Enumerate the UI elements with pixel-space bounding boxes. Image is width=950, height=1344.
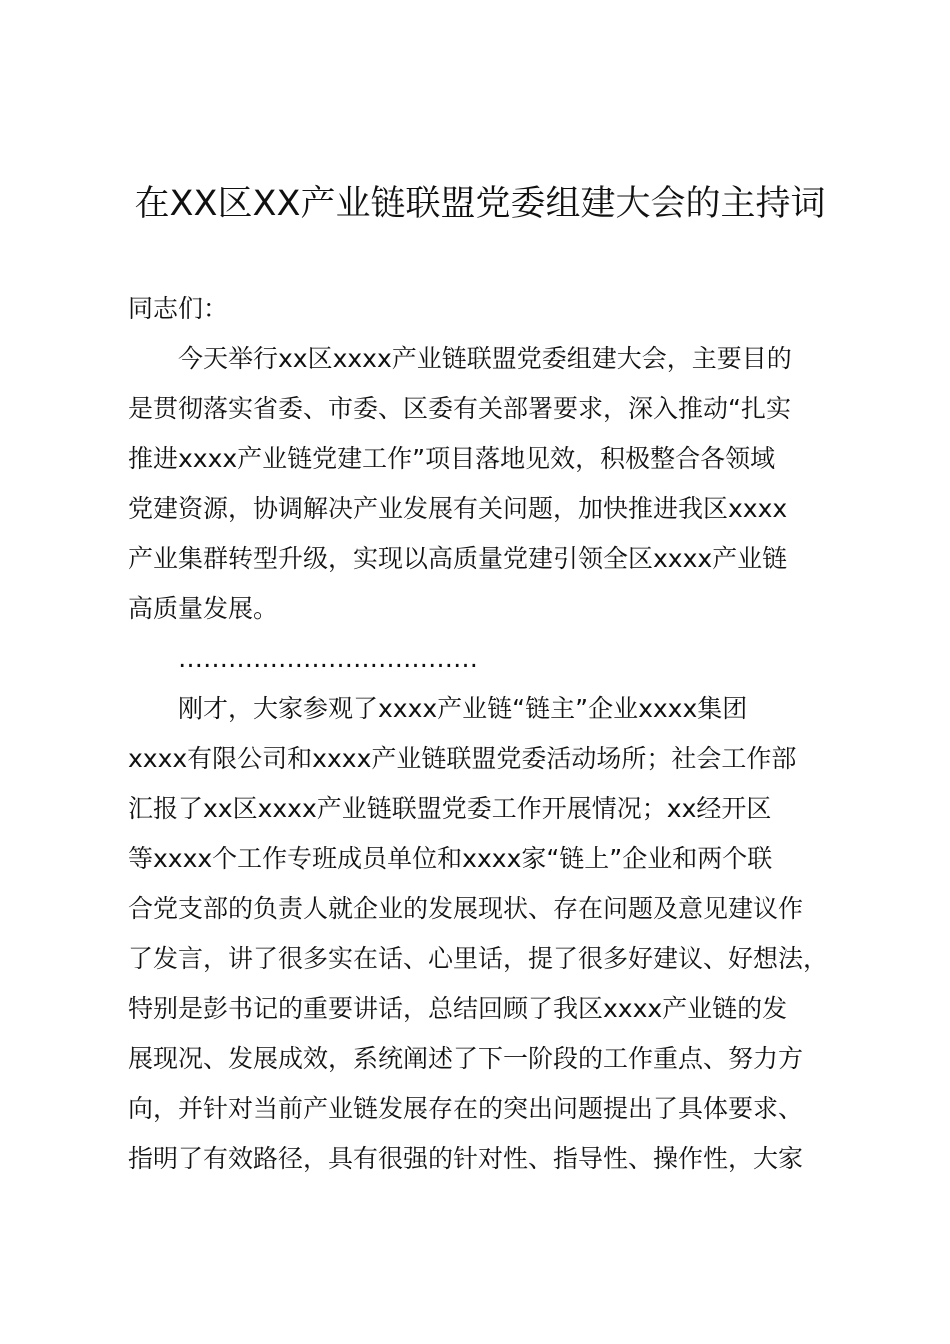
- ellipsis-line: ………………………………: [178, 644, 478, 673]
- document-title: 在XX区XX产业链联盟党委组建大会的主持词: [134, 184, 826, 224]
- paragraph-line: 推进xxxx产业链党建工作”项目落地见效，积极整合各领域: [128, 444, 776, 473]
- paragraph-line: 汇报了xx区xxxx产业链联盟党委工作开展情况；xx经开区: [128, 794, 772, 823]
- paragraph-line: 产业集群转型升级，实现以高质量党建引领全区xxxx产业链: [128, 544, 788, 573]
- paragraph-line: 合党支部的负责人就企业的发展现状、存在问题及意见建议作: [128, 894, 804, 923]
- paragraph-line: 指明了有效路径，具有很强的针对性、指导性、操作性，大家: [128, 1144, 804, 1173]
- paragraph-line: 等xxxx个工作专班成员单位和xxxx家“链上”企业和两个联: [128, 844, 773, 873]
- paragraph-line: 了发言，讲了很多实在话、心里话，提了很多好建议、好想法，: [128, 944, 829, 973]
- paragraph-line: 特别是彭书记的重要讲话，总结回顾了我区xxxx产业链的发: [128, 994, 788, 1023]
- paragraph-line: 党建资源，协调解决产业发展有关问题，加快推进我区xxxx: [128, 494, 788, 523]
- paragraph-line: 展现况、发展成效，系统阐述了下一阶段的工作重点、努力方: [128, 1044, 804, 1073]
- paragraph-line: xxxx有限公司和xxxx产业链联盟党委活动场所；社会工作部: [128, 744, 797, 773]
- paragraph-line: 今天举行xx区xxxx产业链联盟党委组建大会，主要目的: [178, 344, 792, 373]
- paragraph-line: 高质量发展。: [128, 594, 279, 623]
- paragraph-line: 向，并针对当前产业链发展存在的突出问题提出了具体要求、: [128, 1094, 804, 1123]
- paragraph-line: 是贯彻落实省委、市委、区委有关部署要求，深入推动“扎实: [128, 394, 791, 423]
- salutation: 同志们：: [128, 294, 229, 323]
- document-body: [128, 334, 848, 1184]
- paragraph-line: 刚才，大家参观了xxxx产业链“链主”企业xxxx集团: [178, 694, 748, 723]
